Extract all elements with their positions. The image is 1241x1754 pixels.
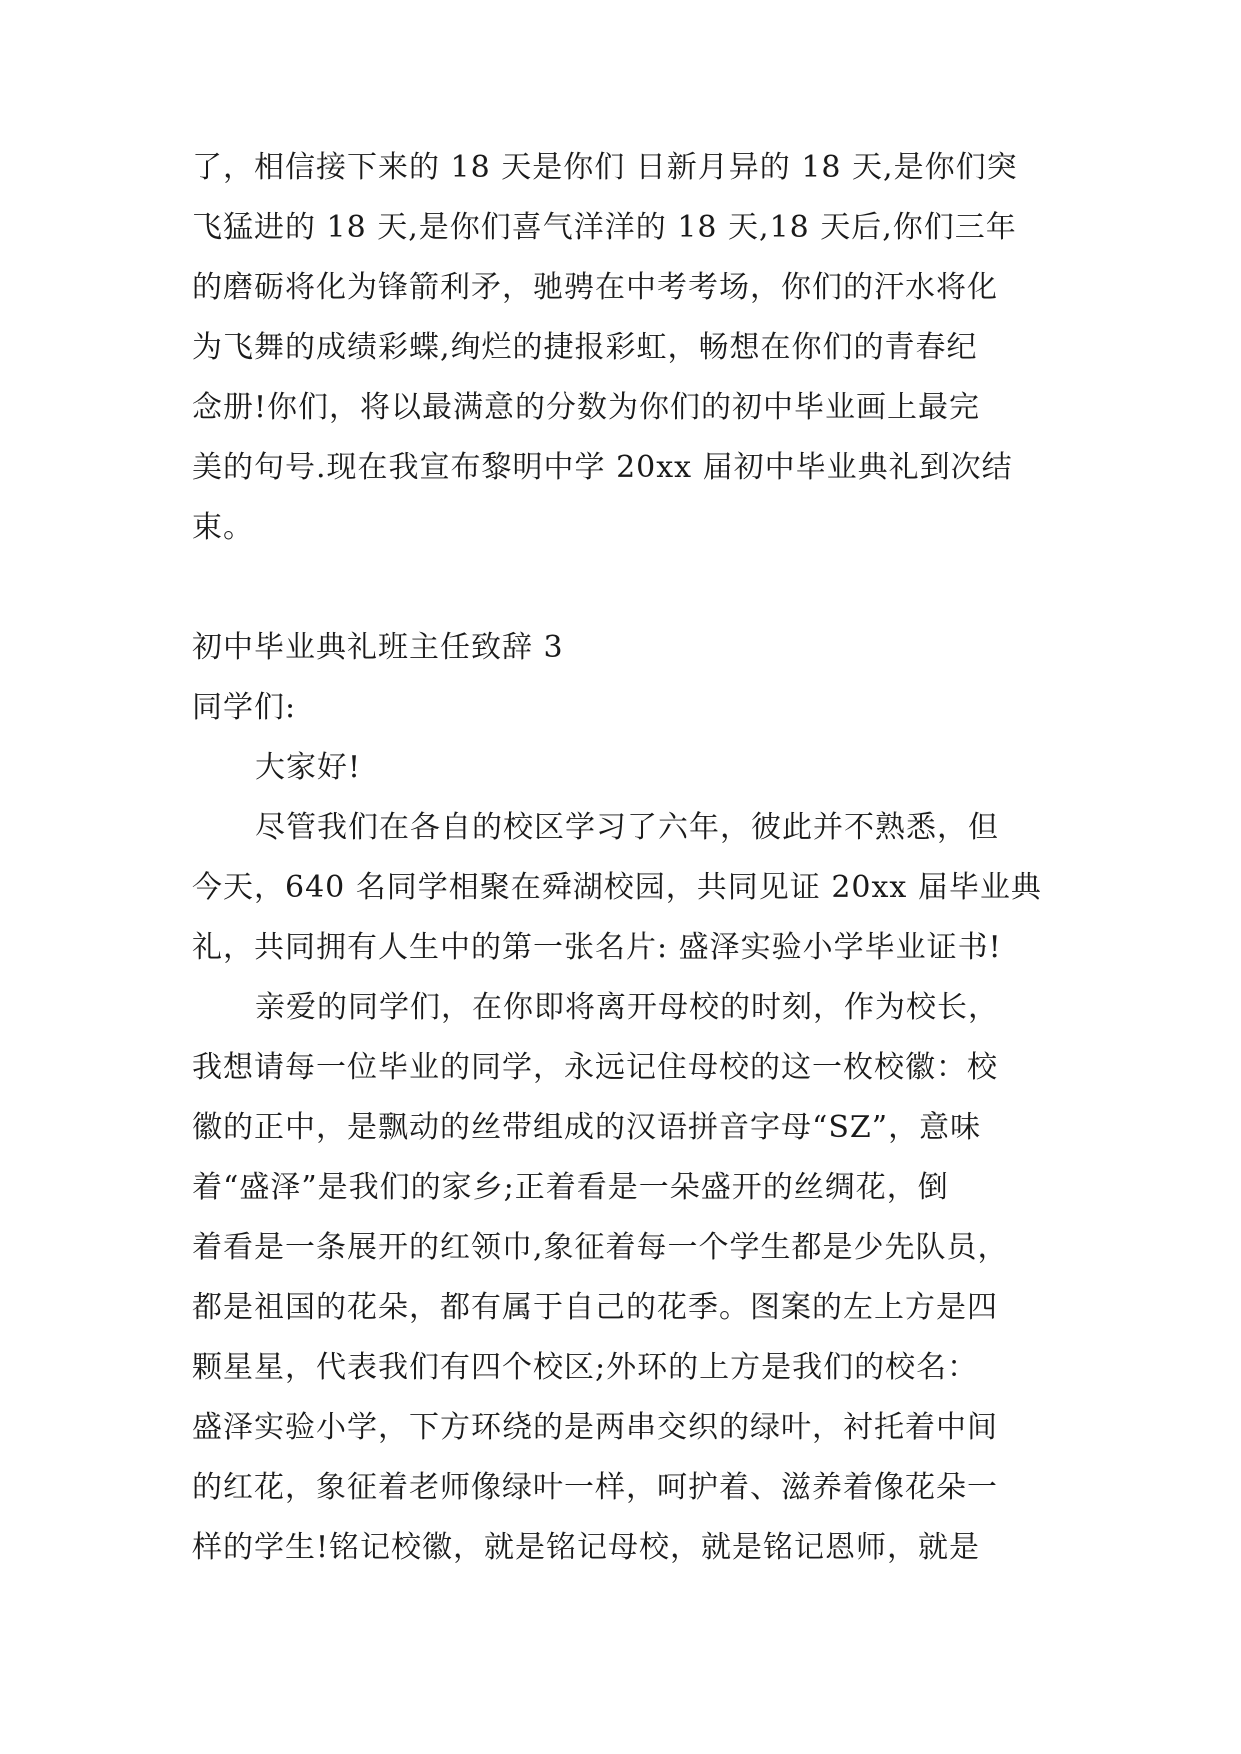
greeting: 大家好!: [255, 750, 362, 785]
paragraph-line: 徽的正中，是飘动的丝带组成的汉语拼音字母“SZ”，意味: [192, 1110, 982, 1145]
paragraph-line: 样的学生!铭记校徽，就是铭记母校，就是铭记恩师，就是: [192, 1530, 981, 1565]
paragraph-line: 着“盛泽”是我们的家乡;正着看是一朵盛开的丝绸花，倒: [192, 1170, 949, 1205]
paragraph-line: 礼，共同拥有人生中的第一张名片: 盛泽实验小学毕业证书!: [192, 930, 1002, 965]
salutation: 同学们:: [192, 690, 297, 725]
section-heading: 初中毕业典礼班主任致辞 3: [192, 630, 564, 665]
text-line: 为飞舞的成绩彩蝶,绚烂的捷报彩虹，畅想在你们的青春纪: [192, 330, 978, 365]
paragraph-line: 亲爱的同学们，在你即将离开母校的时刻，作为校长，: [255, 990, 999, 1025]
text-line: 的磨砺将化为锋箭利矛，驰骋在中考考场，你们的汗水将化: [192, 270, 998, 305]
text-line: 美的句号.现在我宣布黎明中学 20xx 届初中毕业典礼到次结: [192, 450, 1013, 485]
text-line: 了，相信接下来的 18 天是你们 日新月异的 18 天,是你们突: [192, 150, 1018, 185]
text-line: 束。: [192, 510, 254, 545]
text-line: 念册!你们，将以最满意的分数为你们的初中毕业画上最完: [192, 390, 981, 425]
text-line: 飞猛进的 18 天,是你们喜气洋洋的 18 天,18 天后,你们三年: [192, 210, 1017, 245]
paragraph-line: 颗星星，代表我们有四个校区;外环的上方是我们的校名：: [192, 1350, 979, 1385]
paragraph-line: 盛泽实验小学，下方环绕的是两串交织的绿叶，衬托着中间: [192, 1410, 998, 1445]
paragraph-line: 我想请每一位毕业的同学，永远记住母校的这一枚校徽：校: [192, 1050, 998, 1085]
paragraph-line: 着看是一条展开的红领巾,象征着每一个学生都是少先队员，: [192, 1230, 1009, 1265]
paragraph-line: 都是祖国的花朵，都有属于自己的花季。图案的左上方是四: [192, 1290, 998, 1325]
paragraph-line: 今天，640 名同学相聚在舜湖校园，共同见证 20xx 届毕业典: [192, 870, 1042, 905]
paragraph-line: 的红花，象征着老师像绿叶一样，呵护着、滋养着像花朵一: [192, 1470, 998, 1505]
paragraph-line: 尽管我们在各自的校区学习了六年，彼此并不熟悉，但: [255, 810, 999, 845]
